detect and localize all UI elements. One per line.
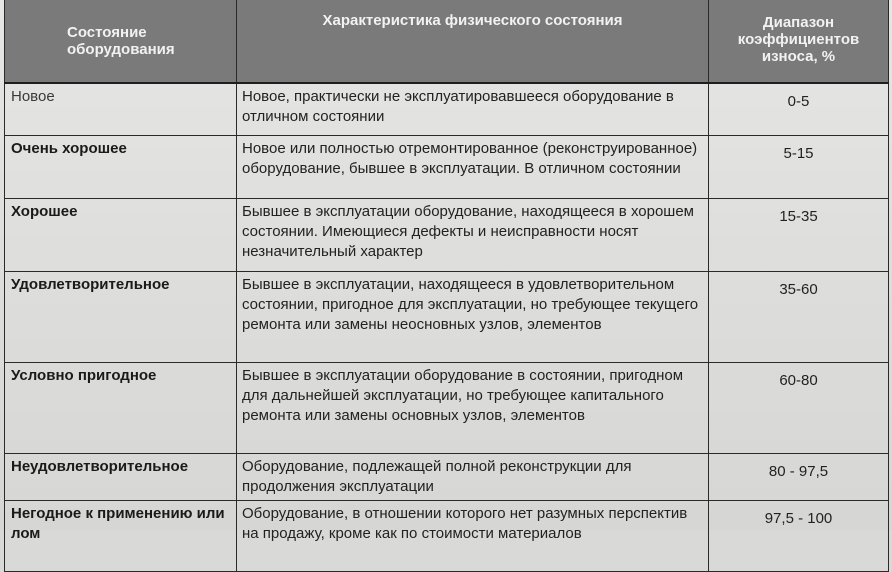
table-row [5,136,889,199]
row-description: Бывшее в эксплуатации оборудование в состоянии, пригодном для дальнейшей эксплуатации, но требующее капитального ремонта или замены основных узлов, элементов [237,363,709,454]
row-range: 60-80 [709,363,889,454]
row-range: 35-60 [709,272,889,363]
table-row [5,454,889,501]
row-condition: Условно пригодное [5,363,237,454]
header-characteristic: Характеристика физического состояния [237,0,709,83]
row-range: 0-5 [709,83,889,136]
row-condition: Новое [5,83,237,136]
row-condition: Удовлетворительное [5,272,237,363]
row-range: 97,5 - 100 [709,501,889,572]
table-row [5,363,889,454]
table-row [5,272,889,363]
row-range: 5-15 [709,136,889,199]
table-header-row [5,0,889,83]
row-range: 80 - 97,5 [709,454,889,501]
row-condition: Хорошее [5,199,237,272]
row-description: Оборудование, подлежащей полной реконструкции для продолжения эксплуатации [237,454,709,501]
row-condition: Неудовлетворительное [5,454,237,501]
header-range: Диапазон коэффициентов износа, % [709,0,889,83]
row-condition: Очень хорошее [5,136,237,199]
equipment-condition-table [4,0,889,572]
row-description: Бывшее в эксплуатации оборудование, находящееся в хорошем состоянии. Имеющиеся дефекты и неисправности носят незначительный характер [237,199,709,272]
table-row [5,83,889,136]
table-row [5,199,889,272]
row-description: Оборудование, в отношении которого нет разумных перспектив на продажу, кроме как по стоимости материалов [237,501,709,572]
table-row [5,501,889,572]
row-range: 15-35 [709,199,889,272]
row-description: Новое, практически не эксплуатировавшееся оборудование в отличном состоянии [237,83,709,136]
header-condition: Состояние оборудования [5,0,237,83]
row-description: Бывшее в эксплуатации, находящееся в удовлетворительном состоянии, пригодное для эксплуатации, но требующее текущего ремонта или замены неосновных узлов, элементов [237,272,709,363]
row-description: Новое или полностью отремонтированное (реконструированное) оборудование, бывшее в эксплуатации. В отличном состоянии [237,136,709,199]
row-condition: Негодное к применению или лом [5,501,237,572]
